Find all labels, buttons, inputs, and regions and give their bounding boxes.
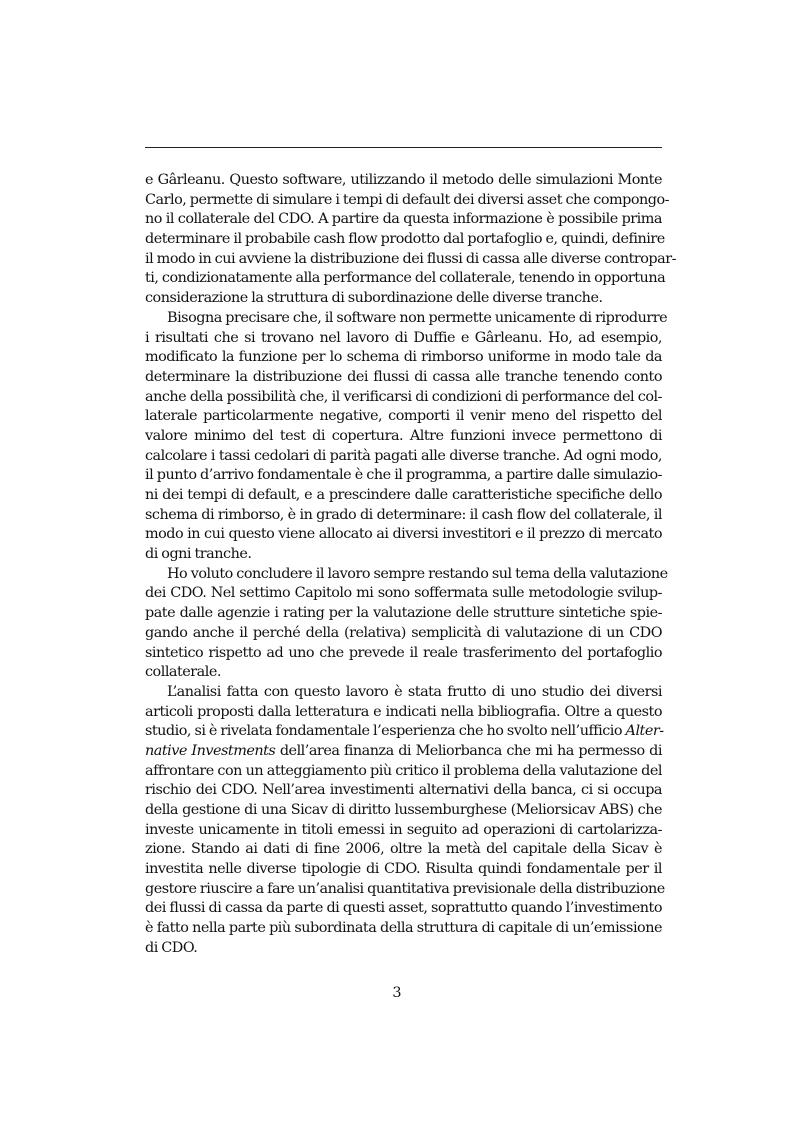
paragraph-2-line: il punto d’arrivo fondamentale è che il programma, a partire dalle simulazio- <box>145 467 662 484</box>
paragraph-1-line: ti, condizionatamente alla performance del collaterale, tenendo in opportuna <box>145 270 666 287</box>
paragraph-4-line: zione. Stando ai dati di fine 2006, oltre la metà del capitale della Sicav è <box>145 841 662 858</box>
paragraph-1-line: no il collaterale del CDO. A partire da questa informazione è possibile prima <box>145 211 662 228</box>
paragraph-4-line: gestore riuscire a fare un’analisi quantitativa previsionale della distribuzione <box>145 880 665 897</box>
paragraph-3-line: collaterale. <box>145 664 221 681</box>
paragraph-1-line: Carlo, permette di simulare i tempi di default dei diversi asset che compongo- <box>145 191 670 208</box>
paragraph-2-line: schema di rimborso, è in grado di determinare: il cash flow del collaterale, il <box>145 506 662 523</box>
paragraph-3-line: sintetico rispetto ad uno che prevede il reale trasferimento del portafoglio <box>145 644 662 661</box>
paragraph-1-line: considerazione la struttura di subordinazione delle diverse tranche. <box>145 290 603 307</box>
header-rule <box>145 147 662 148</box>
paragraph-4-line <box>145 742 662 762</box>
paragraph-2-line: Bisogna precisare che, il software non permette unicamente di riprodurre <box>167 309 668 326</box>
paragraph-2-line: modo in cui questo viene allocato ai diversi investitori e il prezzo di mercato <box>145 526 662 543</box>
paragraph-4-line: della gestione di una Sicav di diritto lussemburghese (Meliorsicav ABS) che <box>145 802 662 818</box>
paragraph-1-line: il modo in cui avviene la distribuzione dei flussi di cassa alle diverse contropar- <box>145 250 676 267</box>
paragraph-4-line: affrontare con un atteggiamento più critico il problema della valutazione del <box>145 762 662 779</box>
paragraph-2-line: calcolare i tassi cedolari di parità pagati alle diverse tranche. Ad ogni modo, <box>145 447 662 464</box>
paragraph-1-line: e Gârleanu. Questo software, utilizzando il metodo delle simulazioni Monte <box>145 172 662 188</box>
paragraph-3-line: dei CDO. Nel settimo Capitolo mi sono soffermata sulle metodologie svilup- <box>145 585 662 602</box>
paragraph-2-line: di ogni tranche. <box>145 546 252 563</box>
paragraph-1-line: determinare il probabile cash flow prodotto dal portafoglio e, quindi, definire <box>145 231 665 248</box>
paragraph-3-line: gando anche il perché della (relativa) semplicità di valutazione di un CDO <box>145 624 662 641</box>
paragraph-4-line: investe unicamente in titoli emessi in seguito ad operazioni di cartolarizza- <box>145 821 662 838</box>
paragraph-3-line: Ho voluto concludere il lavoro sempre restando sul tema della valutazione <box>167 565 668 582</box>
paragraph-2-line: determinare la distribuzione dei flussi di cassa alle tranche tenendo conto <box>145 368 662 385</box>
italic-term-fragment: Alter- <box>625 723 664 740</box>
paragraph-4-line: di CDO. <box>145 939 198 956</box>
paragraph-4-line <box>145 722 662 742</box>
paragraph-4-line: L’analisi fatta con questo lavoro è stata frutto di uno studio dei diversi <box>167 683 662 700</box>
paragraph-4-line: dei flussi di cassa da parte di questi asset, soprattutto quando l’investimento <box>145 900 662 917</box>
paragraph-4-line-text: studio, si è rivelata fondamentale l’esperienza che ho svolto nell’ufficio <box>145 723 623 740</box>
paragraph-4-line: rischio dei CDO. Nell’area investimenti alternativi della banca, ci si occupa <box>145 782 662 799</box>
paragraph-4-line-text: dell’area finanza di Meliorbanca che mi ha permesso di <box>275 742 662 759</box>
page-number: 3 <box>392 985 402 1001</box>
paragraph-3-line: pate dalle agenzie i rating per la valutazione delle strutture sintetiche spie- <box>145 605 662 622</box>
body-text <box>145 171 676 959</box>
paragraph-4-line: è fatto nella parte più subordinata della struttura di capitale di un’emissione <box>145 920 662 937</box>
italic-term-fragment: native Investments <box>145 742 276 759</box>
paragraph-2-line: valore minimo del test di copertura. Altre funzioni invece permettono di <box>145 427 662 444</box>
paragraph-4-line: articoli proposti dalla letteratura e indicati nella bibliografia. Oltre a questo <box>145 703 662 720</box>
paragraph-2-line: laterale particolarmente negative, comporti il venir meno del rispetto del <box>145 408 662 425</box>
paragraph-4-line: investita nelle diverse tipologie di CDO. Risulta quindi fondamentale per il <box>145 861 662 878</box>
paragraph-2-line: i risultati che si trovano nel lavoro di Duffie e Gârleanu. Ho, ad esempio, <box>145 329 662 346</box>
paragraph-2-line: ni dei tempi di default, e a prescindere dalle caratteristiche specifiche dello <box>145 487 662 503</box>
paragraph-2-line: anche della possibilità che, il verificarsi di condizioni di performance del col- <box>145 388 662 405</box>
paragraph-2-line: modificato la funzione per lo schema di rimborso uniforme in modo tale da <box>145 349 662 366</box>
